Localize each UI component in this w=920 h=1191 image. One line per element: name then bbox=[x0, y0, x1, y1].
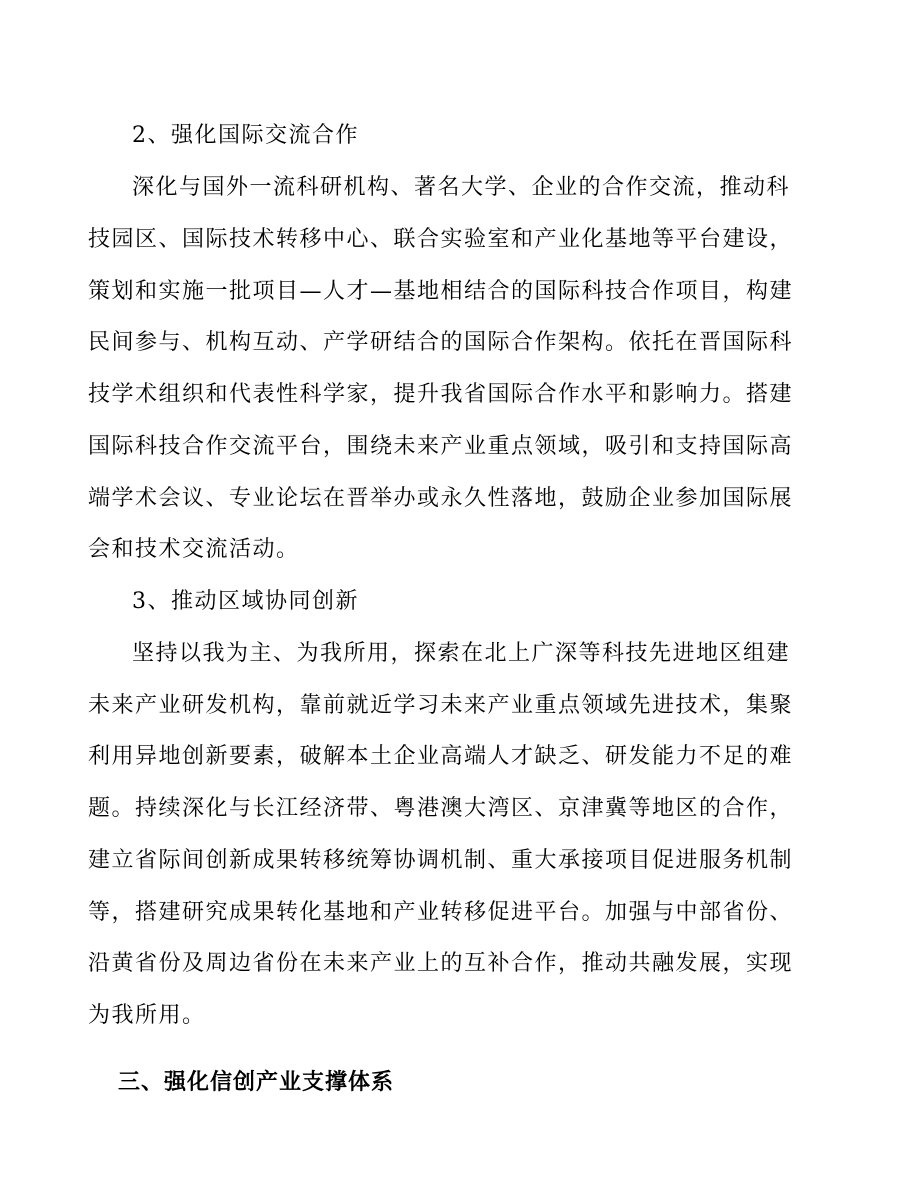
subheading-international-cooperation: 2、强化国际交流合作 bbox=[132, 123, 359, 148]
paragraph-line: 技学术组织和代表性科学家，提升我省国际合作水平和影响力。搭建 bbox=[88, 382, 794, 407]
paragraph-line: 题。持续深化与长江经济带、粤港澳大湾区、京津冀等地区的合作， bbox=[88, 796, 794, 821]
paragraph-line: 技园区、国际技术转移中心、联合实验室和产业化基地等平台建设， bbox=[88, 227, 794, 252]
paragraph-line: 端学术会议、专业论坛在晋举办或永久性落地，鼓励企业参加国际展 bbox=[88, 486, 794, 511]
paragraph-line: 民间参与、机构互动、产学研结合的国际合作架构。依托在晋国际科 bbox=[88, 330, 794, 355]
paragraph-line: 未来产业研发机构，靠前就近学习未来产业重点领域先进技术，集聚 bbox=[88, 693, 794, 718]
paragraph-line: 沿黄省份及周边省份在未来产业上的互补合作，推动共融发展，实现 bbox=[88, 951, 794, 976]
paragraph-line: 坚持以我为主、为我所用，探索在北上广深等科技先进地区组建 bbox=[132, 641, 791, 666]
paragraph-line: 国际科技合作交流平台，围绕未来产业重点领域，吸引和支持国际高 bbox=[88, 434, 794, 459]
paragraph-line: 策划和实施一批项目—人才—基地相结合的国际科技合作项目，构建 bbox=[88, 279, 794, 304]
chapter-heading-xinchuang-industry: 三、强化信创产业支撑体系 bbox=[118, 1070, 395, 1095]
paragraph-line: 会和技术交流活动。 bbox=[88, 537, 300, 562]
paragraph-line: 利用异地创新要素，破解本土企业高端人才缺乏、研发能力不足的难 bbox=[88, 744, 794, 769]
paragraph-line: 建立省际间创新成果转移统筹协调机制、重大承接项目促进服务机制 bbox=[88, 848, 794, 873]
paragraph-line: 等，搭建研究成果转化基地和产业转移促进平台。加强与中部省份、 bbox=[88, 900, 794, 925]
paragraph-line: 为我所用。 bbox=[88, 1003, 206, 1028]
subheading-regional-innovation: 3、推动区域协同创新 bbox=[132, 589, 359, 614]
paragraph-line: 深化与国外一流科研机构、著名大学、企业的合作交流，推动科 bbox=[132, 175, 791, 200]
